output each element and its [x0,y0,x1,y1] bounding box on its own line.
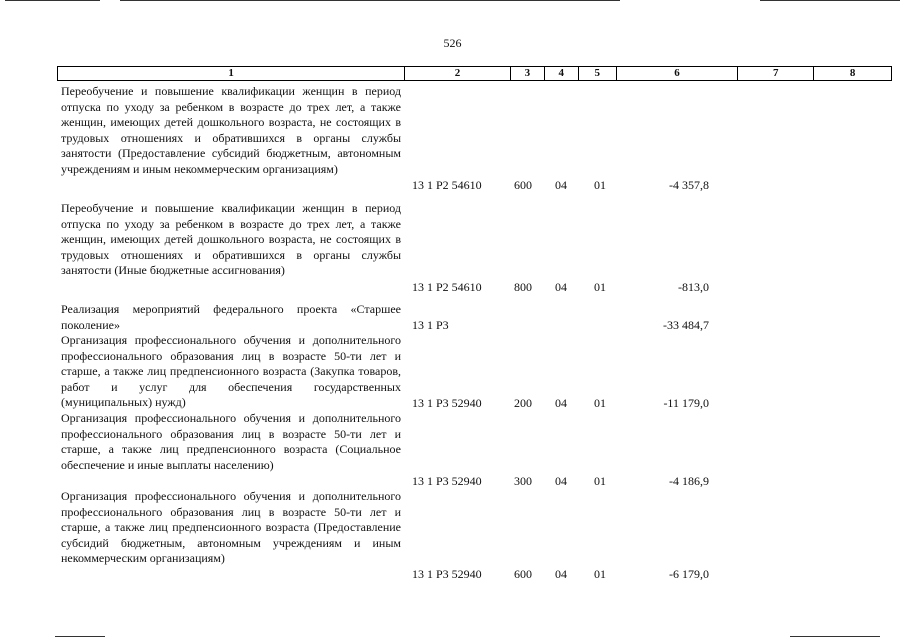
row-rz: 04 [555,473,567,488]
header-col-3: 3 [511,67,545,80]
scan-edge-top-right [760,0,900,1]
scan-edge-top-mid [120,0,620,1]
row-description: Организация профессионального обучения и дополнительного профессионального образования лиц в возрасте 50-ти лет и старше, а также лиц предпенсионного возраста (Закупка товаров, работ и услуг для обеспечения государственных (муниципальных) нужд) [61,333,401,409]
row-pr: 01 [594,395,606,410]
row-code: 13 1 P3 52940 [412,473,482,488]
row-amount: -813,0 [678,279,709,294]
row-rz: 04 [555,395,567,410]
row-pr: 01 [594,473,606,488]
table-row [61,489,891,582]
row-description: Организация профессионального обучения и дополнительного профессионального образования лиц в возрасте 50-ти лет и старше, а также лиц предпенсионного возраста (Предоставление субсидий бюджетным, автономным учреждениям и иным некоммерческим организациям) [61,489,401,565]
row-description: Переобучение и повышение квалификации женщин в период отпуска по уходу за ребенком в возрасте до трех лет, а также женщин, имеющих детей дошкольного возраста, не состоящих в трудовых отношениях и обратившихся в органы службы занятости (Иные бюджетные ассигнования) [61,201,401,277]
row-description: Переобучение и повышение квалификации женщин в период отпуска по уходу за ребенком в возрасте до трех лет, а также женщин, имеющих детей дошкольного возраста, не состоящих в трудовых отношениях и обратившихся в органы службы занятости (Предоставление субсидий бюджетным, автономным учреждениям и иным некоммерческим организациям) [61,84,401,176]
header-col-6: 6 [617,67,739,80]
row-vr: 200 [514,395,532,410]
row-vr: 600 [514,177,532,192]
table-header [57,66,892,81]
table-row [61,411,891,489]
row-vr: 300 [514,473,532,488]
row-code: 13 1 P2 54610 [412,279,482,294]
table-row [61,333,891,411]
row-vr: 600 [514,566,532,581]
header-col-4: 4 [545,67,579,80]
header-col-8: 8 [849,67,856,79]
row-pr: 01 [594,177,606,192]
row-description: Организация профессионального обучения и дополнительного профессионального образования лиц в возрасте 50-ти лет и старше, а также лиц предпенсионного возраста (Социальное обеспечение и иные выплаты населению) [61,411,401,472]
row-pr: 01 [594,279,606,294]
table-row [61,201,891,295]
row-amount: -4 357,8 [669,177,709,192]
header-col-5: 5 [579,67,617,80]
row-amount: -4 186,9 [669,473,709,488]
table-body [61,84,891,582]
row-amount: -6 179,0 [669,566,709,581]
row-vr: 800 [514,279,532,294]
row-description: Реализация мероприятий федерального проекта «Старшее поколение» [61,302,401,332]
row-rz: 04 [555,279,567,294]
row-rz: 04 [555,177,567,192]
row-code: 13 1 P3 52940 [412,566,482,581]
header-col-7: 7 [738,67,814,80]
header-col-2: 2 [405,67,511,80]
row-code: 13 1 P3 [412,317,449,332]
table-row [61,84,891,193]
row-rz: 04 [555,566,567,581]
scan-edge-bottom-right [790,636,880,637]
header-col-1: 1 [58,67,405,80]
table-row [61,302,891,333]
row-code: 13 1 P2 54610 [412,177,482,192]
scan-edge-bottom-left [55,636,105,637]
row-amount: -33 484,7 [663,317,709,332]
page-number: 526 [443,36,462,50]
row-code: 13 1 P3 52940 [412,395,482,410]
row-amount: -11 179,0 [663,395,709,410]
scan-edge-top-left [5,0,100,1]
row-pr: 01 [594,566,606,581]
